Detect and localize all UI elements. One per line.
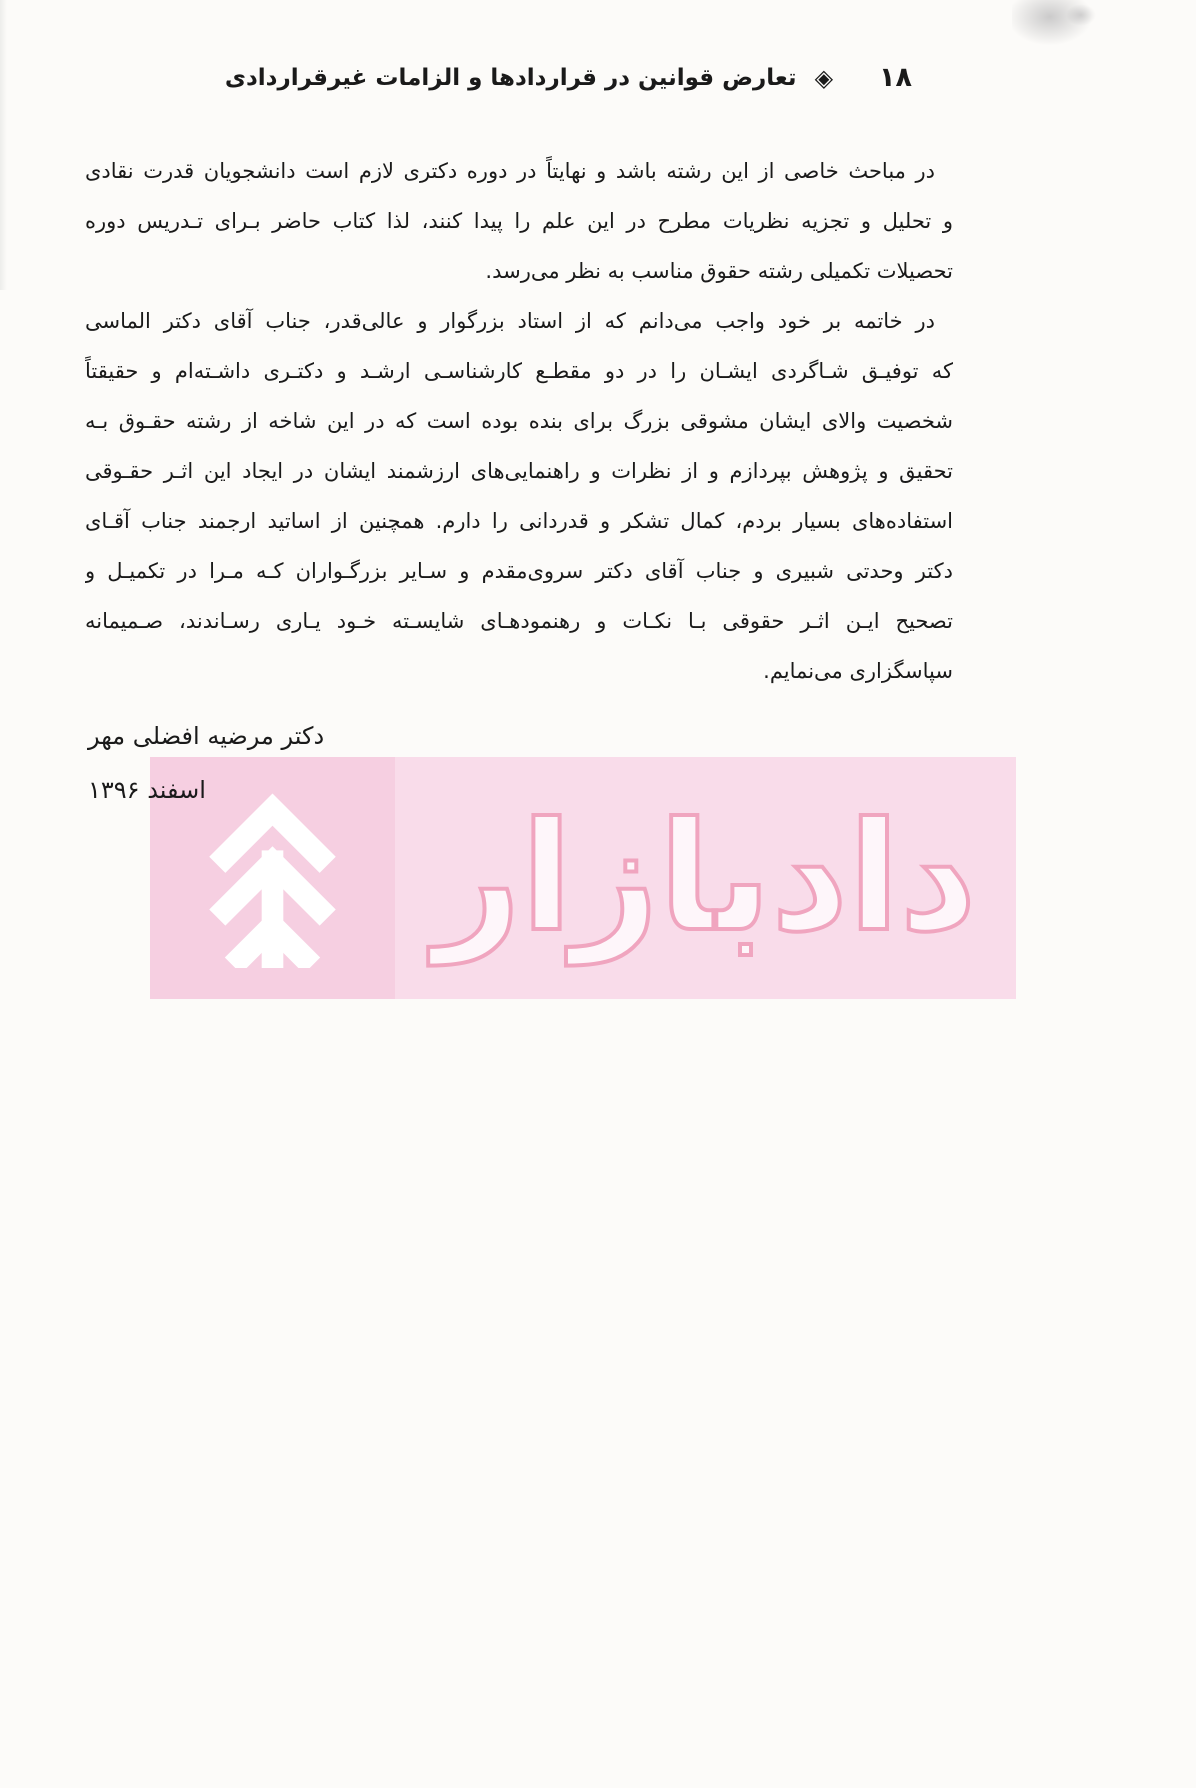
page-header xyxy=(225,62,912,93)
scan-edge-shadow xyxy=(0,0,7,290)
body-text xyxy=(85,146,953,696)
signature-date: اسفند ۱۳۹۶ xyxy=(88,776,206,804)
signature-name: دکتر مرضیه افضلی مهر xyxy=(88,722,325,750)
scan-smudge-small xyxy=(1066,4,1096,26)
branch-logo-icon xyxy=(195,788,350,968)
paragraph-2-line-4: تحقیق و پژوهش بپردازم و از نظرات و راهنمایی‌های ارزشمند ایشان در ایجاد این اثـر حقـوقی xyxy=(85,459,953,483)
paragraph-2-line-1: در خاتمه بر خود واجب می‌دانم که از استاد بزرگوار و عالی‌قدر، جناب آقای دکتر الماسی xyxy=(85,309,935,333)
paragraph-2-line-2: که توفیـق شـاگردی ایشـان را در دو مقطـع کارشناسـی ارشـد و دکتـری داشـته‌ام و حقیقتاً xyxy=(85,359,953,383)
paragraph-2-line-3: شخصیت والای ایشان مشوقی بزرگ برای بنده بوده است که در این شاخه از رشته حقـوق بـه xyxy=(85,409,953,433)
running-title: تعارض قوانین در قراردادها و الزامات غیرقراردادی xyxy=(224,64,797,91)
diamond-ornament-icon: ◈ xyxy=(814,63,834,92)
paragraph-2-line-6: دکتر وحدتی شبیری و جناب آقای دکتر سروی‌مقدم و سـایر بزرگـواران کـه مـرا در تکمیـل و xyxy=(85,559,953,583)
paragraph-1-line-3: تحصیلات تکمیلی رشته حقوق مناسب به نظر می‌رسد. xyxy=(485,259,953,283)
watermark-text: دادبازار xyxy=(395,757,1016,999)
paragraph-1-line-1: در مباحث خاصی از این رشته باشد و نهایتاً در دوره دکتری لازم است دانشجویان قدرت نقادی xyxy=(85,159,935,183)
paragraph-2-line-7: تصحیح ایـن اثـر حقوقی بـا نکـات و رهنمودهـای شایسـته خـود یـاری رسـاندند، صـمیمانه xyxy=(85,609,953,633)
paragraph-1-line-2: و تحلیل و تجزیه نظریات مطرح در این علم را پیدا کنند، لذا کتاب حاضر بـرای تـدریس دوره xyxy=(85,209,953,233)
signature-block xyxy=(88,722,324,804)
page-number: ۱۸ xyxy=(879,62,912,93)
paragraph-2-line-5: استفاده‌های بسیار بردم، کمال تشکر و قدردانی را دارم. همچنین از اساتید ارجمند جناب آقـای xyxy=(85,509,953,533)
paragraph-2-line-8: سپاسگزاری می‌نمایم. xyxy=(763,659,953,683)
